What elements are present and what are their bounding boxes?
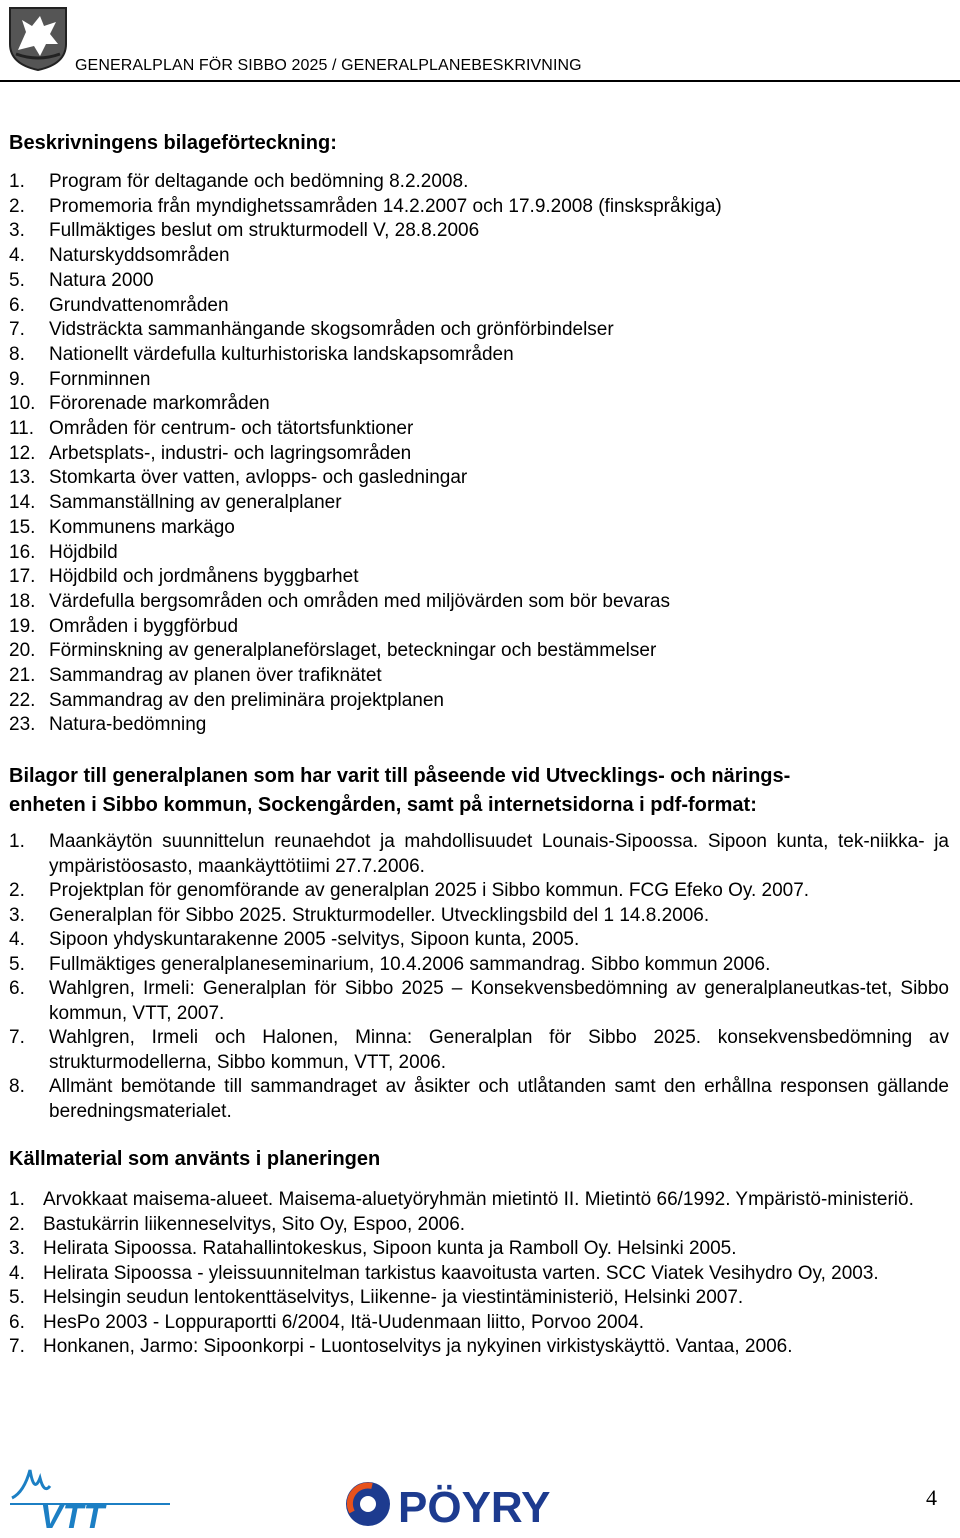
list-item	[9, 417, 949, 442]
list-item-number: 9.	[9, 368, 25, 390]
list-item-number: 5.	[9, 953, 25, 975]
list-item-text: Naturskyddsområden	[49, 245, 230, 267]
list-item-number: 1.	[9, 171, 25, 192]
list-item	[9, 343, 949, 368]
list-item	[9, 713, 949, 738]
sources-list	[9, 1188, 949, 1360]
list-item	[9, 1075, 949, 1124]
appendix-list-heading: Beskrivningens bilageförteckning:	[9, 132, 337, 154]
document-body	[9, 128, 949, 1360]
header-divider	[0, 80, 960, 82]
list-item	[9, 1237, 949, 1262]
poyry-logo-text: PÖYRY	[398, 1483, 551, 1532]
page-number: 4	[926, 1485, 937, 1510]
public-appendices-heading	[9, 762, 949, 820]
list-item-text: Natura 2000	[49, 269, 154, 291]
list-item	[9, 368, 949, 393]
list-item-text: Natura-bedömning	[49, 714, 207, 736]
list-item	[9, 244, 949, 269]
list-item-number: 3.	[9, 1238, 25, 1260]
list-item-number: 8.	[9, 343, 25, 365]
list-item-text: Projektplan för genomförande av generalplan 2025 i Sibbo kommun. FCG Efeko Oy. 2007.	[49, 880, 810, 902]
list-item-number: 7.	[9, 1336, 25, 1358]
list-item	[9, 928, 949, 953]
list-item	[9, 904, 949, 929]
list-item	[9, 318, 949, 343]
list-item-number: 18.	[9, 590, 36, 612]
list-item-number: 17.	[9, 566, 36, 588]
list-item-text: Höjdbild	[49, 541, 118, 563]
list-item	[9, 879, 949, 904]
list-item-number: 6.	[9, 978, 25, 1000]
list-item-text: Helirata Sipoossa - yleissuunnitelman tarkistus kaavoitusta varten. SCC Viatek Vesihydro Oy, 2003.	[43, 1262, 879, 1284]
list-item-number: 12.	[9, 442, 36, 464]
list-item	[9, 1213, 949, 1238]
list-item-number: 20.	[9, 640, 36, 662]
list-item-text: Förminskning av generalplaneförslaget, beteckningar och bestämmelser	[49, 640, 657, 662]
list-item-text: Promemoria från myndighetssamråden 14.2.2007 och 17.9.2008 (finskspråkiga)	[49, 195, 722, 217]
list-item	[9, 664, 949, 689]
list-item-text: Sammandrag av planen över trafiknätet	[49, 665, 382, 687]
list-item-text: Program för deltagande och bedömning 8.2.2008.	[49, 171, 469, 192]
list-item-text: Bastukärrin liikenneselvitys, Sito Oy, Espoo, 2006.	[43, 1213, 466, 1235]
list-item-number: 2.	[9, 1213, 25, 1235]
page-header	[0, 0, 960, 90]
list-item-text: Nationellt värdefulla kulturhistoriska landskapsområden	[49, 343, 514, 365]
list-item	[9, 1026, 949, 1075]
list-item-text: Arbetsplats-, industri- och lagringsområden	[49, 442, 412, 464]
poyry-logo	[342, 1476, 604, 1532]
vtt-logo	[10, 1464, 170, 1530]
list-item	[9, 1262, 949, 1287]
list-item-number: 23.	[9, 714, 36, 736]
list-item-number: 3.	[9, 220, 25, 242]
list-item-text: Stomkarta över vatten, avlopps- och gasledningar	[49, 467, 468, 489]
list-item	[9, 1286, 949, 1311]
list-item-text: Områden för centrum- och tätortsfunktioner	[49, 418, 414, 440]
list-item	[9, 615, 949, 640]
public-appendices-heading-line2: enheten i Sibbo kommun, Sockengården, samt på internetsidorna i pdf-format:	[9, 794, 757, 817]
list-item-number: 5.	[9, 269, 25, 291]
list-item-number: 11.	[9, 418, 35, 440]
list-item-number: 16.	[9, 541, 36, 563]
list-item	[9, 294, 949, 319]
list-item	[9, 953, 949, 978]
list-item-text: Grundvattenområden	[49, 294, 229, 316]
list-item	[9, 491, 949, 516]
list-item-number: 13.	[9, 467, 36, 489]
list-item-text: Fornminnen	[49, 368, 151, 390]
list-item	[9, 977, 949, 1026]
list-item-text: Helsingin seudun lentokenttäselvitys, Liikenne- ja viestintäministeriö, Helsinki 2007.	[43, 1287, 744, 1309]
list-item-number: 21.	[9, 665, 36, 687]
list-item	[9, 442, 949, 467]
list-item-number: 7.	[9, 319, 25, 341]
list-item-number: 10.	[9, 393, 36, 415]
list-item-text: Förorenade markområden	[49, 393, 270, 415]
list-item-text: Höjdbild och jordmånens byggbarhet	[49, 566, 359, 588]
document-title: GENERALPLAN FÖR SIBBO 2025 / GENERALPLANEBESKRIVNING	[75, 57, 582, 74]
list-item	[9, 219, 949, 244]
list-item	[9, 516, 949, 541]
public-appendices-heading-line1: Bilagor till generalplanen som har varit till påseende vid Utvecklings- och närings-	[9, 765, 791, 788]
list-item-number: 22.	[9, 689, 36, 711]
list-item-text: Vidsträckta sammanhängande skogsområden och grönförbindelser	[49, 319, 614, 341]
list-item	[9, 466, 949, 491]
list-item-number: 19.	[9, 615, 36, 637]
list-item-number: 5.	[9, 1287, 25, 1309]
list-item-text: Generalplan för Sibbo 2025. Strukturmodeller. Utvecklingsbild del 1 14.8.2006.	[49, 904, 710, 926]
list-item-number: 14.	[9, 492, 36, 514]
sources-heading: Källmaterial som använts i planeringen	[9, 1148, 381, 1171]
list-item	[9, 639, 949, 664]
list-item-text: Allmänt bemötande till sammandraget av åsikter och utlåtanden samt den erhållna responsen gällande beredningsmaterialet.	[49, 1076, 949, 1122]
list-item-number: 15.	[9, 516, 36, 538]
list-item	[9, 392, 949, 417]
list-item	[9, 195, 949, 220]
list-item	[9, 590, 949, 615]
list-item	[9, 1311, 949, 1336]
vtt-logo-text: VTT	[40, 1498, 105, 1530]
list-item-text: Maankäytön suunnittelun reunaehdot ja mahdollisuudet Lounais-Sipoossa. Sipoon kunta, tek-niikka- ja ympäristöosasto, maankäyttötiimi 27.7.2006.	[49, 831, 949, 877]
list-item-number: 3.	[9, 904, 25, 926]
list-item-number: 2.	[9, 195, 25, 217]
list-item	[9, 565, 949, 590]
wolf-crest-icon	[6, 4, 70, 72]
list-item-text: Honkanen, Jarmo: Sipoonkorpi - Luontoselvitys ja nykyinen virkistyskäyttö. Vantaa, 2006.	[43, 1336, 793, 1358]
list-item-text: Wahlgren, Irmeli och Halonen, Minna: Generalplan för Sibbo 2025. konsekvensbedömning av strukturmodellerna, Sibbo kommun, VTT, 2006.	[49, 1027, 949, 1073]
list-item-text: Fullmäktiges generalplaneseminarium, 10.4.2006 sammandrag. Sibbo kommun 2006.	[49, 953, 771, 975]
list-item	[9, 541, 949, 566]
list-item	[9, 1335, 949, 1360]
list-item-text: Sammanställning av generalplaner	[49, 492, 342, 514]
list-item-number: 1.	[9, 831, 25, 853]
list-item-text: Områden i byggförbud	[49, 615, 239, 637]
list-item-number: 6.	[9, 1311, 25, 1333]
list-item-text: Helirata Sipoossa. Ratahallintokeskus, Sipoon kunta ja Ramboll Oy. Helsinki 2005.	[43, 1238, 737, 1260]
list-item-number: 2.	[9, 880, 25, 902]
list-item-text: Värdefulla bergsområden och områden med miljövärden som bör bevaras	[49, 590, 670, 612]
appendix-list	[9, 170, 949, 738]
list-item-number: 8.	[9, 1076, 25, 1098]
list-item-text: Fullmäktiges beslut om strukturmodell V, 28.8.2006	[49, 220, 480, 242]
list-item-text: Sipoon yhdyskuntarakenne 2005 -selvitys, Sipoon kunta, 2005.	[49, 929, 580, 951]
list-item-number: 4.	[9, 1262, 25, 1284]
list-item-text: Arvokkaat maisema-alueet. Maisema-aluetyöryhmän mietintö II. Mietintö 66/1992. Ympäristö-ministeriö.	[43, 1189, 914, 1211]
list-item-text: HesPo 2003 - Loppuraportti 6/2004, Itä-Uudenmaan liitto, Porvoo 2004.	[43, 1311, 644, 1333]
list-item-number: 4.	[9, 245, 25, 267]
list-item	[9, 170, 949, 195]
list-item-number: 7.	[9, 1027, 25, 1049]
list-item-number: 1.	[9, 1189, 25, 1211]
list-item-number: 4.	[9, 929, 25, 951]
list-item-text: Kommunens markägo	[49, 516, 235, 538]
public-appendices-list	[9, 830, 949, 1124]
list-item	[9, 1188, 949, 1213]
list-item-text: Sammandrag av den preliminära projektplanen	[49, 689, 445, 711]
list-item-number: 6.	[9, 294, 25, 316]
list-item	[9, 269, 949, 294]
list-item-text: Wahlgren, Irmeli: Generalplan för Sibbo 2025 – Konsekvensbedömning av generalplaneutkas-tet, Sibbo kommun, VTT, 2007.	[49, 978, 949, 1024]
list-item	[9, 830, 949, 879]
list-item	[9, 689, 949, 714]
